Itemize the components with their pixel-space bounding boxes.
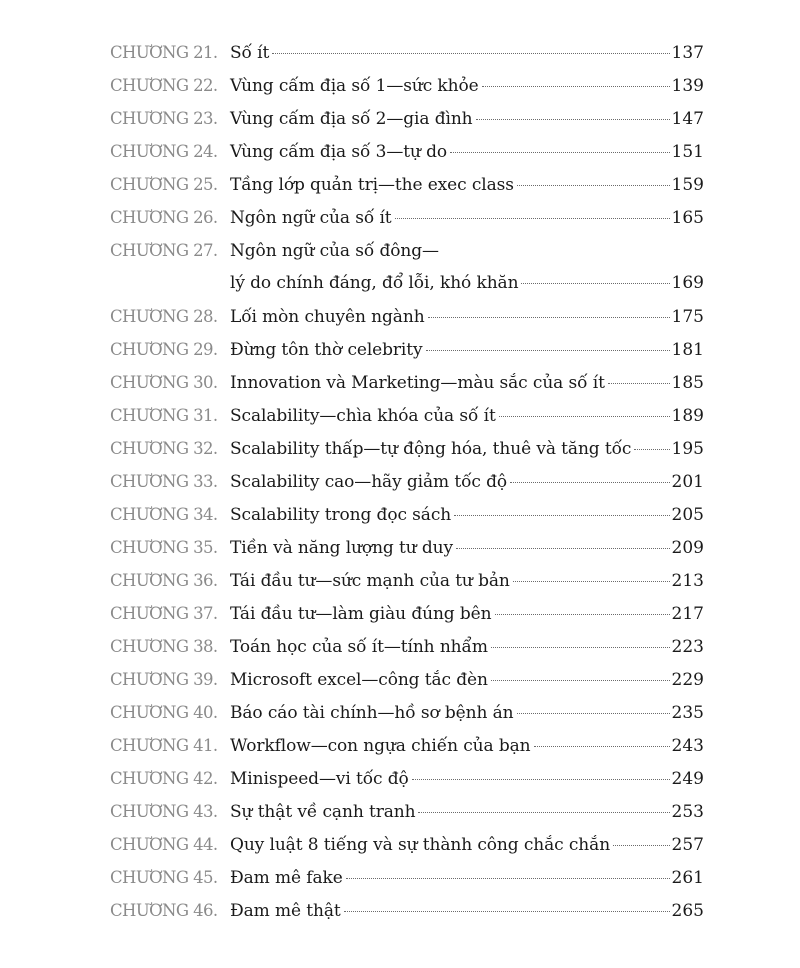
- dot-leader: [426, 350, 670, 351]
- page-number: 175: [671, 307, 704, 327]
- page-number: 181: [671, 340, 704, 360]
- chapter-title: Sự thật về cạnh tranh: [230, 802, 416, 822]
- chapter-label: CHƯƠNG 33.: [110, 472, 218, 491]
- table-of-contents: [110, 36, 704, 927]
- chapter-title: Innovation và Marketing—màu sắc của số ít: [230, 373, 605, 393]
- toc-entry[interactable]: [110, 234, 704, 300]
- toc-entry[interactable]: [110, 564, 704, 597]
- page-number: 223: [671, 637, 704, 657]
- toc-entry[interactable]: [110, 432, 704, 465]
- toc-entry[interactable]: [110, 102, 704, 135]
- chapter-title: Số ít: [230, 43, 270, 63]
- chapter-label: CHƯƠNG 46.: [110, 901, 218, 920]
- toc-entry[interactable]: [110, 399, 704, 432]
- page-number: 249: [671, 769, 704, 789]
- chapter-label: CHƯƠNG 30.: [110, 373, 218, 392]
- chapter-title: Tiền và năng lượng tư duy: [230, 538, 454, 558]
- chapter-title: Báo cáo tài chính—hồ sơ bệnh án: [230, 703, 514, 723]
- dot-leader: [521, 283, 669, 284]
- page-number: 253: [671, 802, 704, 822]
- page-number: 159: [671, 175, 704, 195]
- page-number: 213: [671, 571, 704, 591]
- dot-leader: [517, 713, 670, 714]
- chapter-title: Scalability—chìa khóa của số ít: [230, 406, 496, 426]
- chapter-label: CHƯƠNG 25.: [110, 175, 218, 194]
- toc-entry[interactable]: [110, 696, 704, 729]
- toc-entry[interactable]: [110, 201, 704, 234]
- page-number: 165: [671, 208, 704, 228]
- toc-entry[interactable]: [110, 36, 704, 69]
- chapter-label: CHƯƠNG 36.: [110, 571, 218, 590]
- chapter-label: CHƯƠNG 32.: [110, 439, 218, 458]
- dot-leader: [418, 812, 669, 813]
- chapter-label: CHƯƠNG 37.: [110, 604, 218, 623]
- dot-leader: [428, 317, 670, 318]
- page-number: 209: [671, 538, 704, 558]
- toc-entry[interactable]: [110, 135, 704, 168]
- page-number: 217: [671, 604, 704, 624]
- dot-leader: [491, 647, 670, 648]
- chapter-title: Đam mê fake: [230, 868, 343, 888]
- page-number: 137: [671, 43, 704, 63]
- chapter-title: Tái đầu tư—làm giàu đúng bên: [230, 604, 492, 624]
- chapter-title: Scalability trong đọc sách: [230, 505, 452, 525]
- page-number: 189: [671, 406, 704, 426]
- chapter-label: CHƯƠNG 34.: [110, 505, 218, 524]
- dot-leader: [346, 878, 670, 879]
- page-number: 201: [671, 472, 704, 492]
- dot-leader: [495, 614, 670, 615]
- page-number: 139: [671, 76, 704, 96]
- dot-leader: [517, 185, 670, 186]
- dot-leader: [534, 746, 670, 747]
- toc-entry[interactable]: [110, 333, 704, 366]
- page-number: 185: [671, 373, 704, 393]
- chapter-title: Microsoft excel—công tắc đèn: [230, 670, 488, 690]
- dot-leader: [634, 449, 669, 450]
- chapter-label: CHƯƠNG 23.: [110, 109, 218, 128]
- dot-leader: [412, 779, 670, 780]
- toc-entry[interactable]: [110, 531, 704, 564]
- chapter-label: CHƯƠNG 27.: [110, 241, 218, 260]
- chapter-label: CHƯƠNG 40.: [110, 703, 218, 722]
- chapter-title: Đam mê thật: [230, 901, 341, 921]
- toc-entry[interactable]: [110, 795, 704, 828]
- chapter-label: CHƯƠNG 45.: [110, 868, 218, 887]
- dot-leader: [491, 680, 670, 681]
- chapter-label: CHƯƠNG 24.: [110, 142, 218, 161]
- chapter-title: Vùng cấm địa số 1—sức khỏe: [230, 76, 479, 96]
- toc-entry[interactable]: [110, 861, 704, 894]
- page-number: 169: [671, 273, 704, 293]
- dot-leader: [510, 482, 670, 483]
- toc-entry[interactable]: [110, 630, 704, 663]
- dot-leader: [499, 416, 670, 417]
- dot-leader: [476, 119, 670, 120]
- toc-entry[interactable]: [110, 597, 704, 630]
- dot-leader: [272, 53, 669, 54]
- dot-leader: [395, 218, 670, 219]
- toc-entry[interactable]: [110, 762, 704, 795]
- dot-leader: [613, 845, 670, 846]
- toc-entry[interactable]: [110, 69, 704, 102]
- chapter-label: CHƯƠNG 28.: [110, 307, 218, 326]
- chapter-label: CHƯƠNG 39.: [110, 670, 218, 689]
- chapter-title: Toán học của số ít—tính nhẩm: [230, 637, 488, 657]
- chapter-label: CHƯƠNG 22.: [110, 76, 218, 95]
- dot-leader: [456, 548, 670, 549]
- dot-leader: [608, 383, 670, 384]
- chapter-title: Vùng cấm địa số 2—gia đình: [230, 109, 473, 129]
- chapter-title-continued: lý do chính đáng, đổ lỗi, khó khăn: [230, 273, 519, 293]
- chapter-label: CHƯƠNG 31.: [110, 406, 218, 425]
- page-number: 147: [671, 109, 704, 129]
- chapter-label: CHƯƠNG 43.: [110, 802, 218, 821]
- chapter-label: CHƯƠNG 44.: [110, 835, 218, 854]
- chapter-title: Lối mòn chuyên ngành: [230, 307, 425, 327]
- dot-leader: [450, 152, 670, 153]
- toc-entry[interactable]: [110, 663, 704, 696]
- chapter-label: CHƯƠNG 38.: [110, 637, 218, 656]
- chapter-label: CHƯƠNG 29.: [110, 340, 218, 359]
- page-number: 229: [671, 670, 704, 690]
- page-number: 265: [671, 901, 704, 921]
- toc-entry[interactable]: [110, 498, 704, 531]
- toc-entry[interactable]: [110, 465, 704, 498]
- page-number: 243: [671, 736, 704, 756]
- chapter-title: Tái đầu tư—sức mạnh của tư bản: [230, 571, 510, 591]
- chapter-title: Tầng lớp quản trị—the exec class: [230, 175, 514, 195]
- page-number: 235: [671, 703, 704, 723]
- chapter-title: Ngôn ngữ của số đông—: [230, 241, 439, 261]
- chapter-title: Workflow—con ngựa chiến của bạn: [230, 736, 531, 756]
- chapter-title: Scalability thấp—tự động hóa, thuê và tăng tốc: [230, 439, 632, 459]
- page-number: 151: [671, 142, 704, 162]
- toc-entry[interactable]: [110, 168, 704, 201]
- dot-leader: [344, 911, 670, 912]
- chapter-title: Minispeed—vi tốc độ: [230, 769, 409, 789]
- page-number: 195: [671, 439, 704, 459]
- page-number: 205: [671, 505, 704, 525]
- toc-entry[interactable]: [110, 729, 704, 762]
- chapter-label: CHƯƠNG 26.: [110, 208, 218, 227]
- chapter-title: Ngôn ngữ của số ít: [230, 208, 392, 228]
- chapter-label: CHƯƠNG 41.: [110, 736, 218, 755]
- toc-entry[interactable]: [110, 828, 704, 861]
- chapter-title: Scalability cao—hãy giảm tốc độ: [230, 472, 508, 492]
- toc-entry[interactable]: [110, 894, 704, 927]
- toc-entry[interactable]: [110, 300, 704, 333]
- chapter-title: Vùng cấm địa số 3—tự do: [230, 142, 448, 162]
- dot-leader: [513, 581, 670, 582]
- chapter-title: Quy luật 8 tiếng và sự thành công chắc chắn: [230, 835, 611, 855]
- page-number: 261: [671, 868, 704, 888]
- chapter-label: CHƯƠNG 21.: [110, 43, 218, 62]
- page-number: 257: [671, 835, 704, 855]
- dot-leader: [454, 515, 669, 516]
- chapter-label: CHƯƠNG 42.: [110, 769, 218, 788]
- chapter-title: Đừng tôn thờ celebrity: [230, 340, 423, 360]
- chapter-label: CHƯƠNG 35.: [110, 538, 218, 557]
- dot-leader: [482, 86, 670, 87]
- toc-entry[interactable]: [110, 366, 704, 399]
